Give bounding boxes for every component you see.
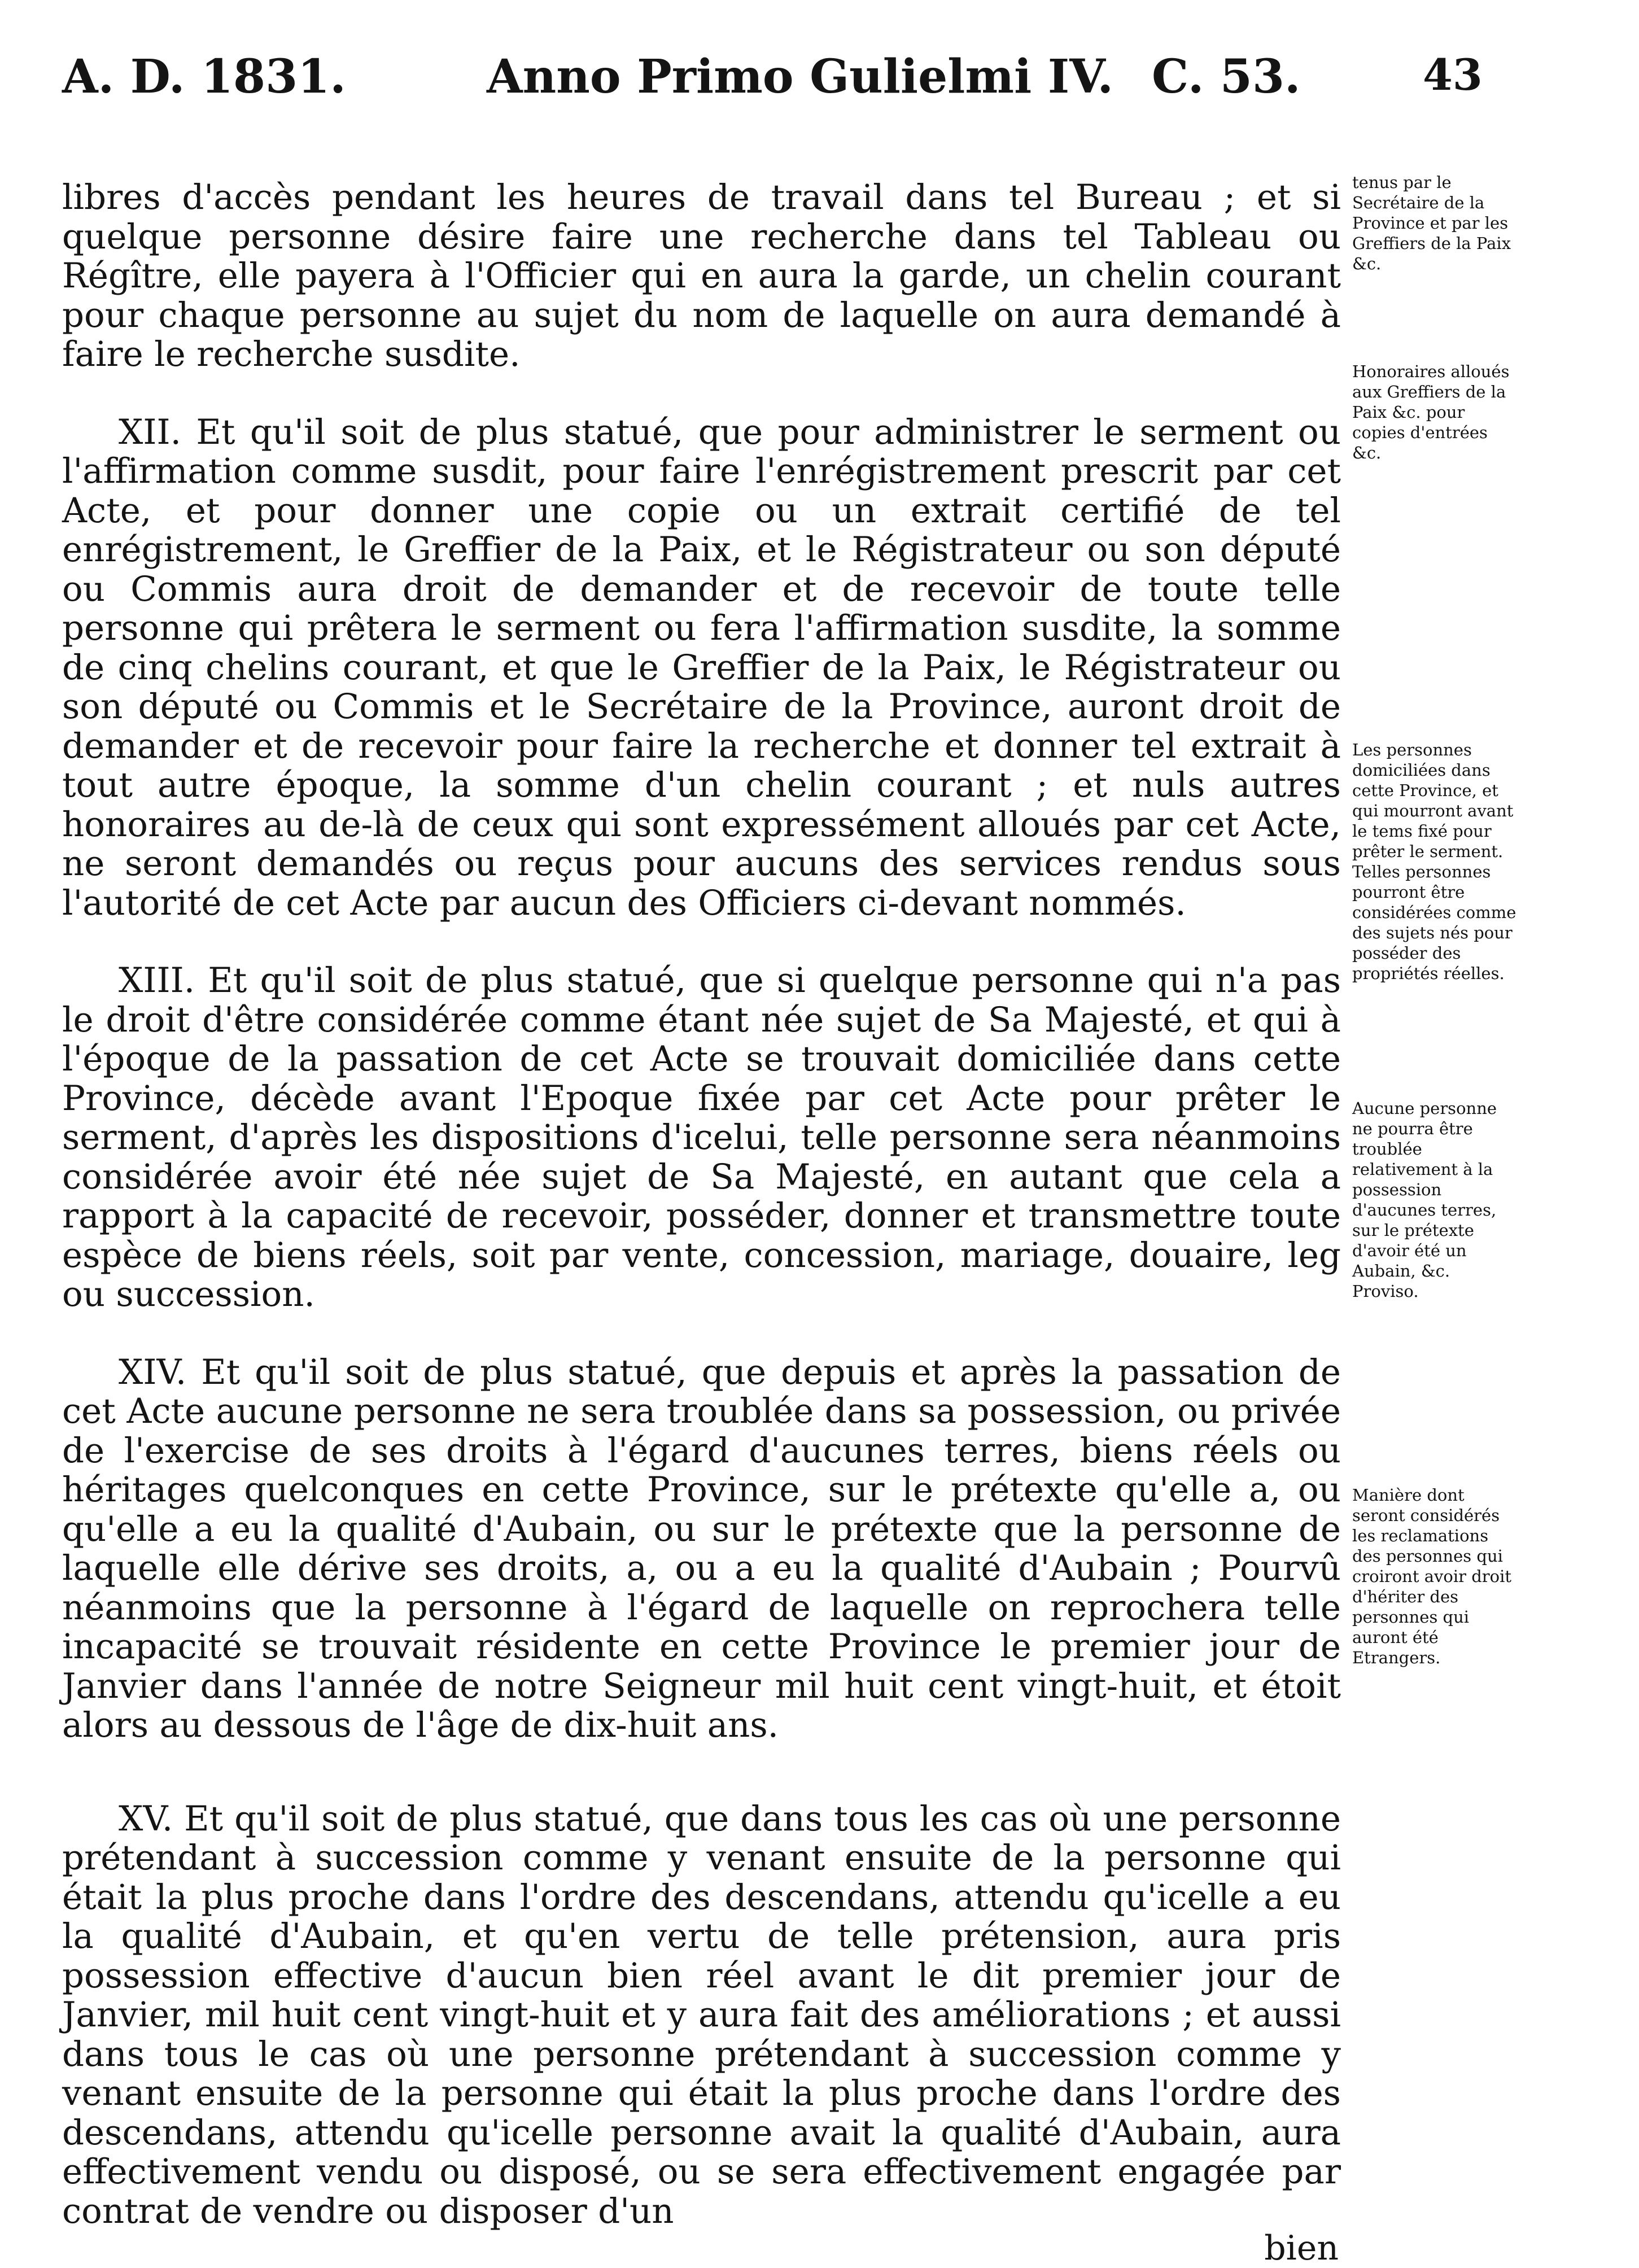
header-year: A. D. 1831.: [62, 50, 346, 104]
header-chapter: C. 53.: [1152, 50, 1301, 104]
main-text-column: [62, 178, 1341, 2268]
margin-note-3: Les personnes domiciliées dans cette Province, et qui mourront avant le tems fixé pour prêter le serment. Telles personnes pourront être considérées comme des sujets nés pour posséder des propriétés réelles.: [1352, 740, 1516, 983]
section-xii: XII. Et qu'il soit de plus statué, que pour administrer le serment ou l'affirmation comme susdit, pour faire l'enrégistrement prescrit par cet Acte, et pour donner une copie ou un extrait certifié de tel enrégistrement, le Greffier de la Paix, et le Régistrateur ou son député ou Commis aura droit de demander et de recevoir de toute telle personne qui prêtera le serment ou fera l'affirmation susdite, la somme de cinq chelins courant, et que le Greffier de la Paix, le Régistrateur ou son député ou Commis et le Secrétaire de la Province, auront droit de demander et de recevoir pour faire la recherche et donner tel extrait à tout autre époque, la somme d'un chelin courant ; et nuls autres honoraires au de-là de ceux qui sont expressément alloués par cet Acte, ne seront demandés ou reçus pour aucuns des services rendus sous l'autorité de cet Acte par aucun des Officiers ci-devant nommés.: [62, 412, 1341, 923]
section-xv: XV. Et qu'il soit de plus statué, que dans tous les cas où une personne prétendant à succession comme y venant ensuite de la personne qui était la plus proche dans l'ordre des descendans, attendu qu'icelle a eu la qualité d'Aubain, et qu'en vertu de telle prétension, aura pris possession effective d'aucun bien réel avant le dit premier jour de Janvier, mil huit cent vingt-huit et y aura fait des améliorations ; et aussi dans tous le cas où une personne prétendant à succession comme y venant ensuite de la personne qui était la plus proche dans l'ordre des descendans, attendu qu'icelle personne avait la qualité d'Aubain, aura effectivement vendu ou disposé, ou se sera effectivement engagée par contrat de vendre ou disposer d'un: [62, 1798, 1341, 2231]
continuation-paragraph: libres d'accès pendant les heures de travail dans tel Bureau ; et si quelque personne désire faire une recherche dans tel Tableau ou Régître, elle payera à l'Officier qui en aura la garde, un chelin courant pour chaque personne au sujet du nom de laquelle on aura demandé à faire le recherche susdite.: [62, 177, 1341, 374]
running-header: [0, 50, 1639, 129]
catchword: bien: [1264, 2228, 1339, 2268]
margin-note-1: tenus par le Secrétaire de la Province et par les Greffiers de la Paix &c.: [1352, 173, 1511, 273]
margin-note-5: Manière dont seront considérés les reclamations des personnes qui croiront avoir droit d'hériter des personnes qui auront été Etrangers.: [1352, 1485, 1512, 1667]
section-xiii: XIII. Et qu'il soit de plus statué, que si quelque personne qui n'a pas le droit d'être considérée comme étant née sujet de Sa Majesté, et qui à l'époque de la passation de cet Acte se trouvait domiciliée dans cette Province, décède avant l'Epoque fixée par cet Acte pour prêter le serment, d'après les dispositions d'icelui, telle personne sera néanmoins considérée avoir été née sujet de Sa Majesté, en autant que cela a rapport à la capacité de recevoir, posséder, donner et transmettre toute espèce de biens réels, soit par vente, concession, mariage, douaire, leg ou succession.: [62, 960, 1341, 1314]
margin-note-2: Honoraires alloués aux Greffiers de la Paix &c. pour copies d'entrées &c.: [1352, 362, 1510, 462]
section-xiv: XIV. Et qu'il soit de plus statué, que depuis et après la passation de cet Acte aucune personne ne sera troublée dans sa possession, ou privée de l'exercise de ses droits à l'égard d'aucunes terres, biens réels ou héritages quelconques en cette Province, sur le prétexte qu'elle a, ou qu'elle a eu la qualité d'Aubain, ou sur le prétexte que la personne de laquelle elle dérive ses droits, a, ou a eu la qualité d'Aubain ; Pourvû néanmoins que la personne à l'égard de laquelle on reprochera telle incapacité se trouvait résidente en cette Province le premier jour de Janvier dans l'année de notre Seigneur mil huit cent vingt-huit, et étoit alors au dessous de l'âge de dix-huit ans.: [62, 1352, 1341, 1745]
margin-note-4: Aucune personne ne pourra être troublée relativement à la possession d'aucunes terres, sur le prétexte d'avoir été un Aubain, &c. Proviso.: [1352, 1099, 1497, 1301]
header-title: Anno Primo Gulielmi IV.: [487, 50, 1114, 104]
page-number: 43: [1423, 50, 1483, 100]
